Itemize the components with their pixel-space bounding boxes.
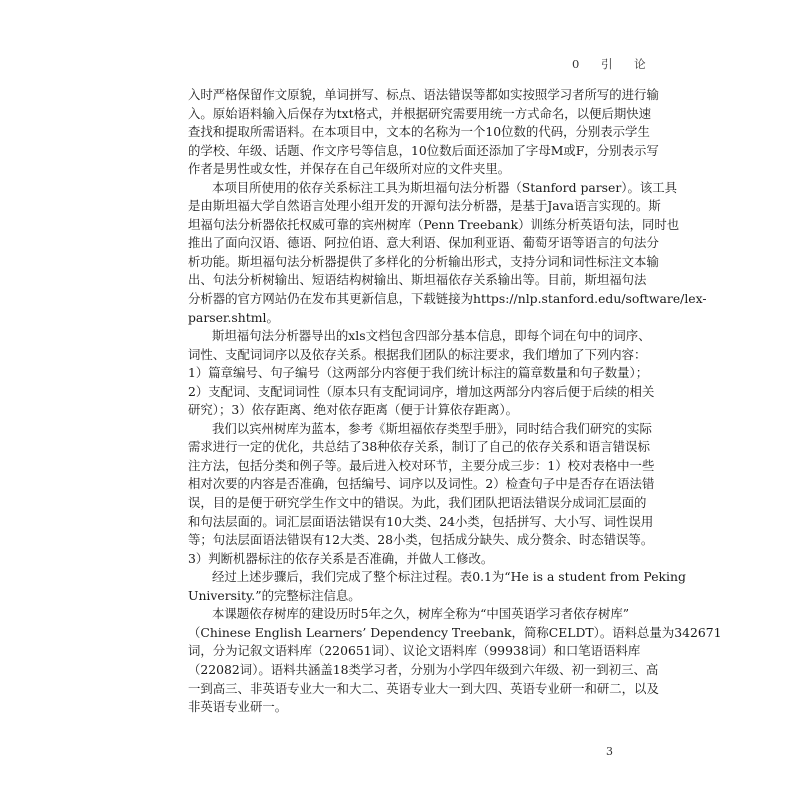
paragraph — [188, 568, 686, 605]
text-line: （Chinese English Learners’ Dependency Treebank，简称CELDT）。语料总量为342671 — [188, 624, 722, 640]
text-line: 斯坦福句法分析器导出的xls文档包含四部分基本信息，即每个词在句中的词序、 — [212, 328, 651, 344]
text-line: 的学校、年级、话题、作文序号等信息，10位数后面还添加了字母M或F，分别表示写 — [188, 142, 659, 158]
paragraph — [188, 179, 707, 327]
text-line: University.”的完整标注信息。 — [188, 587, 361, 603]
text-line: 查找和提取所需语料。在本项目中，文本的名称为一个10位数的代码，分别表示学生 — [188, 124, 650, 140]
body-text — [188, 86, 722, 717]
paragraph — [188, 605, 722, 716]
text-line: 1）篇章编号、句子编号（这两部分内容便于我们统计标注的篇章数量和句子数量）； — [188, 365, 649, 381]
text-line: 注方法，包括分类和例子等。最后进入校对环节，主要分成三步：1）校对表格中一些 — [188, 457, 655, 473]
text-line: 我们以宾州树库为蓝本，参考《斯坦福依存类型手册》，同时结合我们研究的实际 — [212, 420, 652, 436]
text-line: 词性、支配词词序以及依存关系。根据我们团队的标注要求，我们增加了下列内容： — [188, 346, 647, 362]
text-line: 误，目的是便于研究学生作文中的错误。为此，我们团队把语法错误分成词汇层面的 — [188, 495, 647, 511]
paragraph — [188, 420, 655, 568]
text-line: 本课题依存树库的建设历时5年之久，树库全称为“中国英语学习者依存树库” — [212, 606, 630, 622]
paragraph — [188, 327, 655, 420]
text-line: 作者是男性或女性，并保存在自己年级所对应的文件夹里。 — [188, 161, 511, 177]
text-line: 是由斯坦福大学自然语言处理小组开发的开源句法分析器，是基于Java语言实现的。斯 — [188, 198, 661, 214]
text-line: 和句法层面的。词汇层面语法错误有10大类、24小类，包括拼写、大小写、词性误用 — [188, 513, 654, 529]
text-line: 研究）；3）依存距离、绝对依存距离（便于计算依存距离）。 — [188, 402, 519, 418]
page-number: 3 — [606, 745, 613, 758]
paragraph — [188, 86, 659, 179]
text-line: 入时严格保留作文原貌，单词拼写、标点、语法错误等都如实按照学习者所写的进行输 — [188, 87, 659, 102]
text-line: parser.shtml。 — [188, 309, 279, 325]
text-line: 2）支配词、支配词词性（原本只有支配词词序，增加这两部分内容后便于后续的相关 — [188, 383, 655, 399]
text-line: 相对次要的内容是否准确，包括编号、词序以及词性。2）检查句子中是否存在语法错 — [188, 476, 655, 492]
running-head: 0 引 论 — [572, 57, 655, 71]
text-line: 入。原始语料输入后保存为txt格式，并根据研究需要用统一方式命名，以便后期快速 — [188, 105, 652, 121]
text-line: 分析器的官方网站仍在发布其更新信息，下载链接为https://nlp.stanford.edu/software/lex- — [188, 291, 707, 307]
text-line: 词，分为记叙文语料库（220651词）、议论文语料库（99938词）和口笔语语料库 — [188, 643, 641, 659]
text-line: 析功能。斯坦福句法分析器提供了多样化的分析输出形式，支持分词和词性标注文本输 — [188, 253, 659, 269]
text-line: 需求进行一定的优化，共总结了38种依存关系，制订了自己的依存关系和语言错误标 — [188, 439, 650, 455]
text-line: 等；句法层面语法错误有12大类、28小类，包括成分缺失、成分赘余、时态错误等。 — [188, 532, 654, 548]
text-line: 本项目所使用的依存关系标注工具为斯坦福句法分析器（Stanford parser）。该工具 — [212, 179, 678, 195]
text-line: 3）判断机器标注的依存关系是否准确，并做人工修改。 — [188, 550, 494, 566]
text-line: （22082词）。语料共涵盖18类学习者，分别为小学四年级到六年级、初一到初三、高 — [188, 661, 659, 677]
text-line: 非英语专业研一。 — [188, 699, 288, 715]
text-line: 出、句法分析树输出、短语结构树输出、斯坦福依存关系输出等。目前，斯坦福句法 — [188, 272, 647, 288]
text-line: 一到高三、非英语专业大一和大二、英语专业大一到大四、英语专业研一和研二，以及 — [188, 680, 659, 696]
text-line: 推出了面向汉语、德语、阿拉伯语、意大利语、保加利亚语、葡萄牙语等语言的句法分 — [188, 235, 659, 251]
text-line: 坦福句法分析器依托权威可靠的宾州树库（Penn Treebank）训练分析英语句法，同时也 — [188, 216, 680, 232]
text-line: 经过上述步骤后，我们完成了整个标注过程。表0.1为“He is a student from Peking — [212, 569, 686, 585]
